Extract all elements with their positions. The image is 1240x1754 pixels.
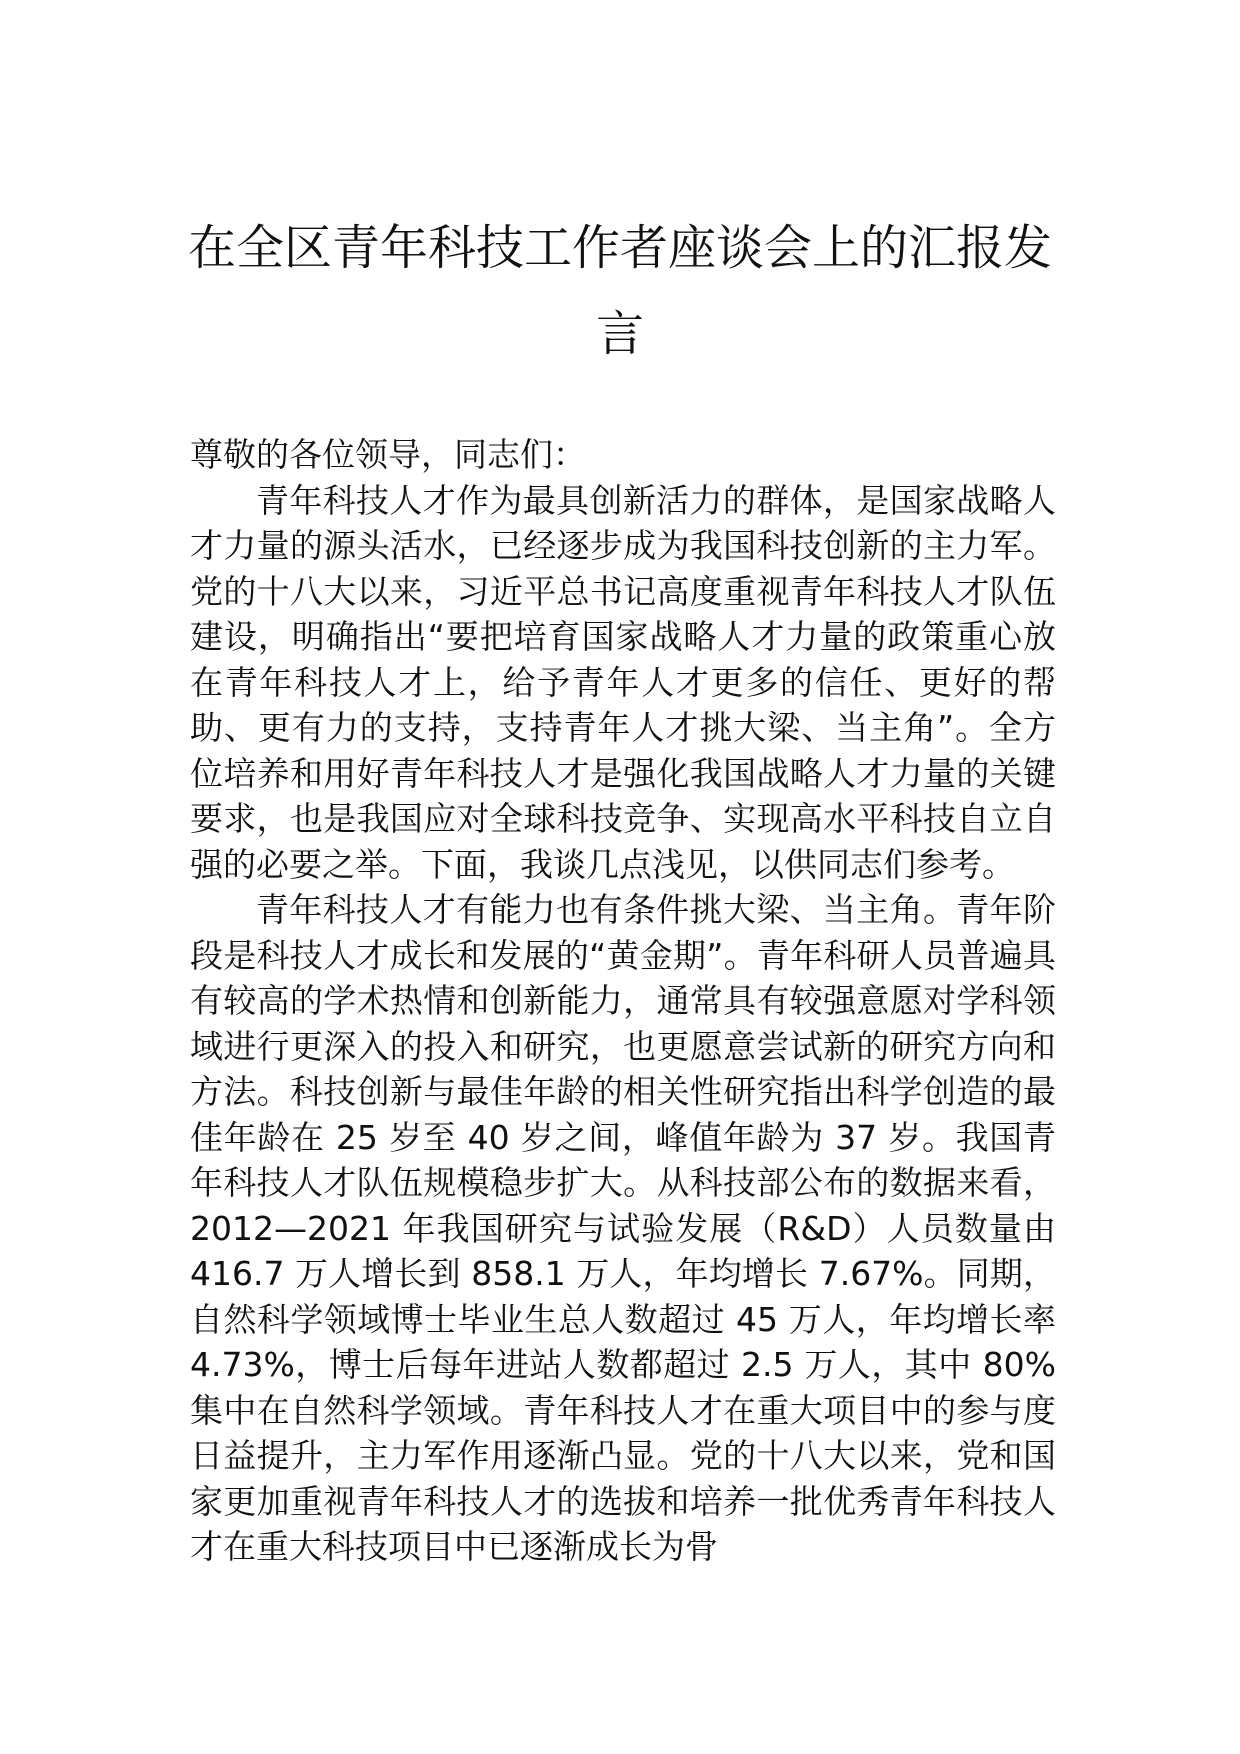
document-title: 在全区青年科技工作者座谈会上的汇报发言 [187, 220, 1052, 362]
paragraph-2: 青年科技人才有能力也有条件挑大梁、当主角。青年阶段是科技人才成长和发展的“黄金期”。青年科研人员普遍具有较高的学术热情和创新能力，通常具有较强意愿对学科领域进行更深入的投入和研究，也更愿意尝试新的研究方向和方法。科技创新与最佳年龄的相关性研究指出科学创造的最佳年龄在 25 岁至 40 岁之间，峰值年龄为 37 岁。我国青年科技人才队伍规模稳步扩大。从科技部公布的数据来看，2012—2021 年我国研究与试验发展（R&D）人员数量由 416.7 万人增长到 858.1 万人，年均增长 7.67%。同期，自然科学领域博士毕业生总人数超过 45 万人，年均增长率 4.73%，博士后每年进站人数都超过 2.5 万人，其中 80%集中在自然科学领域。青年科技人才在重大项目中的参与度日益提升，主力军作用逐渐凸显。党的十八大以来，党和国家更加重视青年科技人才的选拔和培养一批优秀青年科技人才在重大科技项目中已逐渐成长为骨 [190, 890, 1056, 1566]
paragraph-1: 青年科技人才作为最具创新活力的群体，是国家战略人才力量的源头活水，已经逐步成为我国科技创新的主力军。党的十八大以来，习近平总书记高度重视青年科技人才队伍建设，明确指出“要把培育国家战略人才力量的政策重心放在青年科技人才上，给予青年人才更多的信任、更好的帮助、更有力的支持，支持青年人才挑大梁、当主角”。全方位培养和用好青年科技人才是强化我国战略人才力量的关键要求，也是我国应对全球科技竞争、实现高水平科技自立自强的必要之举。下面，我谈几点浅见，以供同志们参考。 [190, 480, 1056, 884]
salutation: 尊敬的各位领导，同志们： [190, 435, 586, 474]
document-body [190, 432, 1056, 1570]
